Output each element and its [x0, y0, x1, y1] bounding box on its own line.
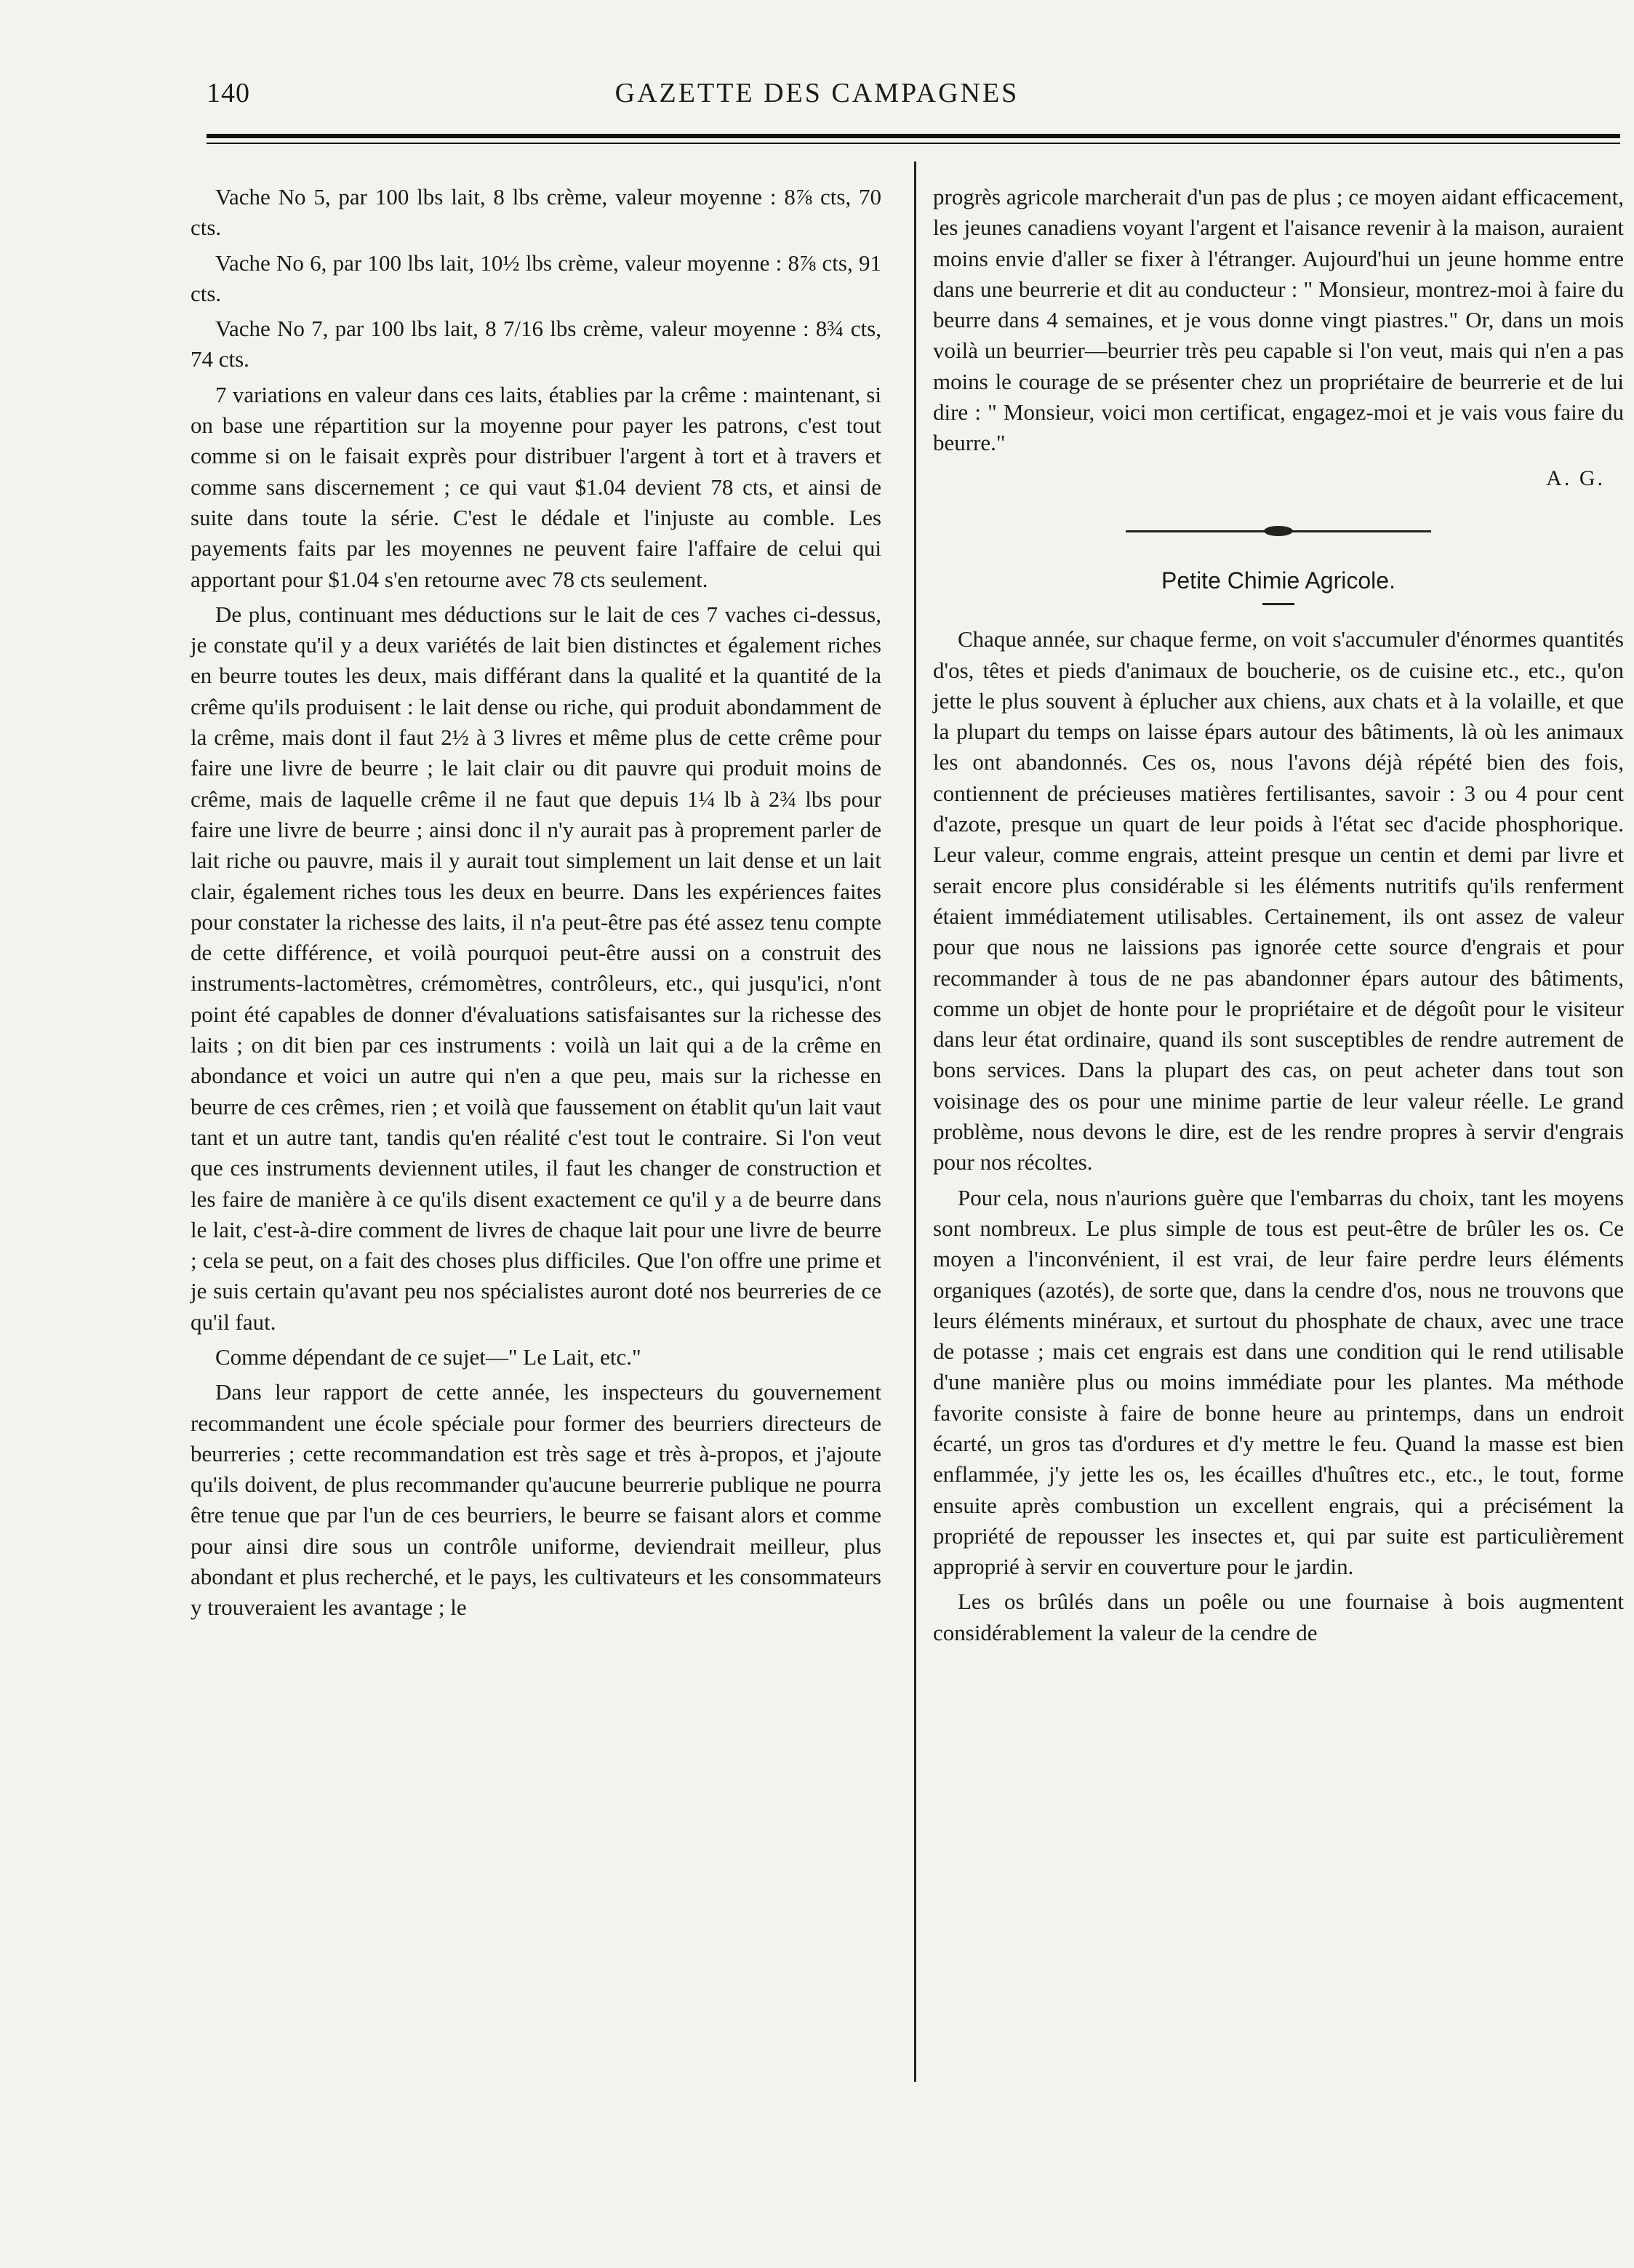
running-head: GAZETTE DES CAMPAGNES [614, 78, 1020, 108]
paragraph-rapport: Dans leur rapport de cette année, les inspecteurs du gouvernement recommandent une école spéciale pour former des beurriers directeurs de beurreries ; cette recommandation est très sage et très à-propos, et j'ajoute qu'ils doivent, de plus recommander qu'aucune beurrerie publique ne pourra être tenue que par l'un de ces beurriers, le beurre se faisant alors et comme pour ainsi dire sous un contrôle uniforme, deviendrait meilleur, plus abondant et plus recherché, et le pays, les cultivateurs et les consommateurs y trouveraient les avantage ; le [191, 1379, 881, 1621]
paragraph-continuation: progrès agricole marcherait d'un pas de plus ; ce moyen aidant efficacement, les jeunes canadiens voyant l'argent et l'aisance revenir à la maison, auraient moins envie d'aller se fixer à l'étranger. Aujourd'hui un jeune homme entre dans une beurrerie et dit au conducteur : " Monsieur, montrez-moi à faire du beurre dans 4 semaines, et je vous donne vingt piastres." Or, dans un mois voilà un beurrier—beurrier très peu capable si l'on veut, mais qui n'en a pas moins le courage de se présenter chez un propriétaire de beurrerie et de lui dire : " Monsieur, voici mon certificat, engagez-moi et je vais vous faire du beurre." [933, 184, 1624, 456]
header-rule-thick [207, 134, 1620, 138]
paragraph-vache-6: Vache No 6, par 100 lbs lait, 10½ lbs crème, valeur moyenne : 8⅞ cts, 91 cts. [191, 249, 881, 306]
page-number: 140 [207, 78, 250, 108]
paragraph-variations: 7 variations en valeur dans ces laits, établies par la crême : maintenant, si on base une répartition sur la moyenne pour payer les patrons, c'est tout comme si on le faisait exprès pour distribuer l'argent à tort et à travers et comme sans discernement ; ce qui vaut $1.04 devient 78 cts, et ainsi de suite dans toute la série. C'est le dédale et l'injuste au comble. Les payements faits par les moyennes ne peuvent faire l'affaire de celui qui apportant pour $1.04 s'en retourne avec 78 cts seulement. [191, 381, 881, 592]
left-column [191, 182, 881, 1628]
paragraph-le-lait: Comme dépendant de ce sujet—" Le Lait, etc." [215, 1343, 641, 1370]
header-rule-thin [207, 143, 1620, 144]
paragraph-vache-7: Vache No 7, par 100 lbs lait, 8 7/16 lbs crème, valeur moyenne : 8¾ cts, 74 cts. [191, 316, 881, 372]
paragraph-pour-cela: Pour cela, nous n'aurions guère que l'embarras du choix, tant les moyens sont nombreux. Le plus simple de tous est peut-être de brûler les os. Ce moyen a l'inconvénient, il est vrai, de leur faire perdre leurs éléments organiques (azotés), de sorte que, dans la cendre d'os, nous ne trouvons que leurs éléments minéraux, et surtout du phosphate de chaux, avec une trace de potasse ; mais cet engrais est dans une condition qui le rend utilisable d'une manière plus ou moins immédiate pour les plantes. Ma méthode favorite consiste à faire de bonne heure au printemps, dans un endroit écarté, un gros tas d'ordures et d'y mettre le feu. Quand la masse est bien enflammée, j'y jette les os, les écailles d'huîtres etc., etc., le tout, forme ensuite après combustion un excellent engrais, qui a précisément la propriété de repousser les insectes et, qui par suite est particulièrement approprié à servir en couverture pour le jardin. [933, 1184, 1624, 1580]
section-ornament [1126, 526, 1431, 536]
paragraph-deductions: De plus, continuant mes déductions sur le lait de ces 7 vaches ci-dessus, je constate qu'il y a deux variétés de lait bien distinctes et également riches en beurre toutes les deux, mais différant dans la qualité et la quantité de la crême qu'ils produisent : le lait dense ou riche, qui produit abondamment de la crême, mais dont il faut 2½ à 3 livres et même plus de cette crême pour faire une livre de beurre ; le lait clair ou dit pauvre qui produit moins de crême, mais de laquelle crême il ne faut que depuis 1¼ lb à 2¾ lbs pour faire une livre de beurre ; ainsi donc il n'y aurait pas à proprement parler de lait riche ou pauvre, mais il y aurait tout simplement un lait dense et un lait clair, également riches tous les deux en beurre. Dans les expériences faites pour constater la richesse des laits, il n'a peut-être pas été assez tenu compte de cette différence, et voilà pourquoi peut-être aussi on a construit des instruments-lactomètres, crémomètres, contrôleurs, etc., qui jusqu'ici, n'ont point été capables de donner d'évaluations satisfaisantes sur la richesse des laits ; on dit bien par ces instruments : voilà un lait qui a de la crême en abondance et voici un autre qui n'en a que peu, mais sur la richesse en beurre de ces crêmes, rien ; et voilà que faussement on établit qu'un lait vaut tant et un autre tant, tandis qu'en réalité c'est tout le contraire. Si l'on veut que ces instruments deviennent utiles, il faut les changer de construction et les faire de manière à ce qu'ils disent exactement ce qu'il y a de beurre dans le lait, c'est-à-dire comment de livres de chaque lait pour une livre de beurre ; cela se peut, on a fait des choses plus difficiles. Que l'on offre une prime et je suis certain qu'avant peu nos spécialistes auront doté nos beurreries de ce qu'il faut. [191, 601, 881, 1335]
section-title: Petite Chimie Agricole. [1161, 567, 1395, 594]
paragraph-chaque-annee: Chaque année, sur chaque ferme, on voit s'accumuler d'énormes quantités d'os, têtes et pieds d'animaux de boucherie, os de cuisine etc., etc., qu'on jette le plus souvent à éplucher aux chiens, aux chats et à la volaille, et que la plupart du temps on laisse épars autour des bâtiments, là où les animaux les ont abandonnés. Ces os, nous l'avons déjà répété bien des fois, contiennent de précieuses matières fertilisantes, savoir : 3 ou 4 pour cent d'azote, presque un quart de leur poids à l'état sec d'acide phosphorique. Leur valeur, comme engrais, atteint presque un centin et demi par livre et serait encore plus considérable si les éléments nutritifs qu'ils renferment étaient immédiatement utilisables. Certainement, ils ont assez de valeur pour que nous ne laissions pas ignorée cette source d'engrais et pour recommander à tous de ne pas abandonner épars autour des bâtiments, comme un objet de honte pour le propriétaire et de dégoût pour le visiteur dans leur état ordinaire, quand ils sont susceptibles de rendre autrement de bons services. Dans la plupart des cas, on peut acheter dans tout son voisinage des os pour une minime partie de leur valeur réelle. Le grand problème, nous devons le dire, est de les rendre propres à servir d'engrais pour nos récoltes. [933, 626, 1624, 1175]
paragraph-vache-5: Vache No 5, par 100 lbs lait, 8 lbs crème, valeur moyenne : 8⅞ cts, 70 cts. [191, 184, 881, 241]
column-divider [914, 161, 916, 2082]
paragraph-os-brules: Les os brûlés dans un poêle ou une fournaise à bois augmentent considérablement la valeur de la cendre de [933, 1589, 1624, 1645]
ornament-knot [1264, 526, 1293, 536]
author-signature: A. G. [1546, 466, 1605, 490]
title-dash [1262, 603, 1294, 605]
right-column [933, 182, 1624, 1653]
